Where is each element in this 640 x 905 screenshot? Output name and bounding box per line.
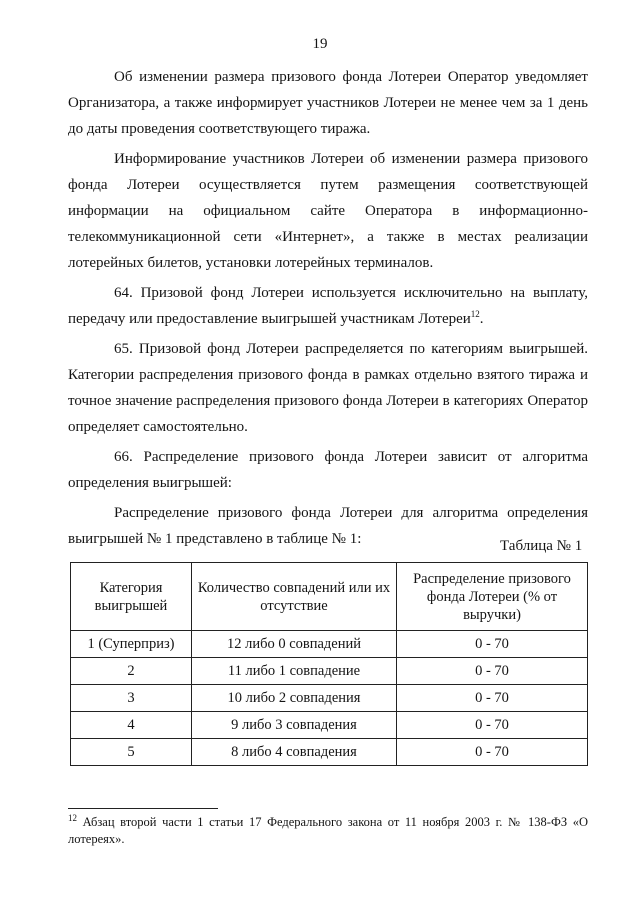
page-number: 19 bbox=[312, 36, 328, 52]
paragraph: Об изменении размера призового фонда Лотереи Оператор уведомляет Организатора, а также информирует участников Лотереи не менее чем за 1 день до даты проведения соответствующего тиража. bbox=[68, 69, 588, 137]
footnote-reference[interactable]: 12 bbox=[470, 309, 480, 319]
cell-matches: 9 либо 3 совпадения bbox=[192, 712, 397, 739]
footnote bbox=[68, 814, 588, 848]
body-text bbox=[68, 64, 588, 552]
cell-matches: 12 либо 0 совпадений bbox=[192, 631, 397, 658]
paragraph-text: 64. Призовой фонд Лотереи используется исключительно на выплату, передачу или предоставление выигрышей участникам Лотереи bbox=[68, 285, 588, 327]
table-row bbox=[71, 685, 588, 712]
cell-matches: 11 либо 1 совпадение bbox=[192, 658, 397, 685]
cell-distribution: 0 - 70 bbox=[397, 739, 588, 766]
table-caption: Таблица № 1 bbox=[500, 538, 583, 554]
footnote-divider bbox=[68, 808, 218, 809]
cell-distribution: 0 - 70 bbox=[397, 631, 588, 658]
table-header-row bbox=[71, 563, 588, 631]
cell-category: 3 bbox=[71, 685, 192, 712]
footnote-mark: 12 bbox=[68, 812, 77, 823]
table-row bbox=[71, 712, 588, 739]
table-row bbox=[71, 631, 588, 658]
paragraph-64 bbox=[68, 280, 588, 332]
paragraph-end: . bbox=[479, 311, 484, 327]
header-distribution: Распределение призового фонда Лотереи (% от выручки) bbox=[397, 563, 588, 631]
cell-matches: 8 либо 4 совпадения bbox=[192, 739, 397, 766]
cell-distribution: 0 - 70 bbox=[397, 658, 588, 685]
paragraph-66: 66. Распределение призового фонда Лотереи зависит от алгоритма определения выигрышей: bbox=[68, 449, 588, 491]
table-row bbox=[71, 658, 588, 685]
cell-category: 2 bbox=[71, 658, 192, 685]
cell-category: 1 (Суперприз) bbox=[71, 631, 192, 658]
paragraph: Распределение призового фонда Лотереи для алгоритма определения выигрышей № 1 представлено в таблице № 1: bbox=[68, 505, 588, 547]
cell-category: 4 bbox=[71, 712, 192, 739]
paragraph-65: 65. Призовой фонд Лотереи распределяется по категориям выигрышей. Категории распределения призового фонда в рамках отдельно взятого тиража и точное значение распределения призового фонда Лотереи в категориях Оператор определяет самостоятельно. bbox=[68, 341, 588, 435]
footnote-text: Абзац второй части 1 статьи 17 Федерального закона от 11 ноября 2003 г. № 138-ФЗ «О лотереях». bbox=[68, 815, 588, 846]
header-matches: Количество совпадений или их отсутствие bbox=[192, 563, 397, 631]
cell-matches: 10 либо 2 совпадения bbox=[192, 685, 397, 712]
paragraph: Информирование участников Лотереи об изменении размера призового фонда Лотереи осуществляется путем размещения соответствующей информации на официальном сайте Оператора в информационно-телекоммуникационной сети «Интернет», а также в местах реализации лотерейных билетов, установки лотерейных терминалов. bbox=[68, 151, 588, 271]
header-category: Категория выигрышей bbox=[71, 563, 192, 631]
cell-distribution: 0 - 70 bbox=[397, 712, 588, 739]
cell-distribution: 0 - 70 bbox=[397, 685, 588, 712]
table-row bbox=[71, 739, 588, 766]
cell-category: 5 bbox=[71, 739, 192, 766]
prize-distribution-table bbox=[70, 562, 588, 766]
